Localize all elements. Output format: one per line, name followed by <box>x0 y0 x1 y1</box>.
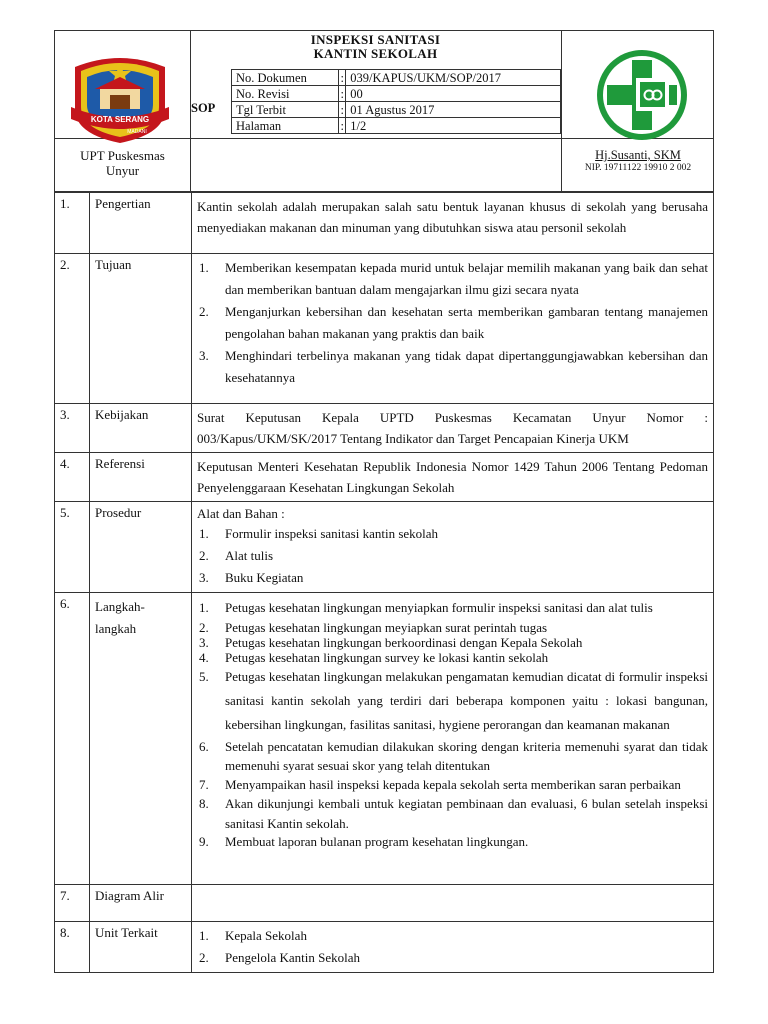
section-text: Keputusan Menteri Kesehatan Republik Indonesia Nomor 1429 Tahun 2006 Tentang Pedoman Penyelenggaraan Kesehatan Lingkungan Sekolah <box>192 453 714 502</box>
section-label: Prosedur <box>90 502 192 593</box>
list-item: 3. Buku Kegiatan <box>199 570 304 585</box>
meta-colon: : <box>340 70 345 85</box>
logo-text: KOTA SERANG <box>90 115 150 124</box>
list-item: 6. Setelah pencatatan kemudian dilakukan skoring dengan kriteria memenuhi syarat dan tidak memenuhi syarat sesuai skor yang telah ditentukan <box>199 739 708 773</box>
section-text <box>192 885 714 922</box>
list-item: 2. Petugas kesehatan lingkungan meyiapkan surat perintah tugas <box>199 620 548 635</box>
section-label: Tujuan <box>90 254 192 404</box>
section-intro: Alat dan Bahan : <box>197 506 285 521</box>
signature-block <box>568 148 708 173</box>
list-item: 5. Petugas kesehatan lingkungan melakukan pengamatan kemudian dicatat di formulir inspeksi sanitasi kantin sekolah yang terdiri dari beberapa komponen yaitu : lokasi bangunan, kebersihan lingkungan, fasilitas sanitasi, hygiene perorangan dan keamanan makanan <box>199 669 708 732</box>
list-item: 1. Petugas kesehatan lingkungan menyiapkan formulir inspeksi sanitasi dan alat tulis <box>199 600 653 615</box>
list-item: 2. Alat tulis <box>199 548 274 563</box>
meta-label: Tgl Terbit <box>232 102 339 118</box>
meta-colon: : <box>340 102 345 117</box>
section-text: Kantin sekolah adalah merupakan salah satu bentuk layanan khusus di sekolah yang berusaha menyediakan makanan dan minuman yang dibutuhkan siswa atau personil sekolah <box>192 193 714 254</box>
signer-nip: NIP. 19711122 19910 2 002 <box>584 163 692 173</box>
meta-label: Halaman <box>232 118 339 134</box>
section-text: Surat Keputusan Kepala UPTD Puskesmas Kecamatan Unyur Nomor : 003/Kapus/UKM/SK/2017 Tentang Indikator dan Target Pencapaian Kinerja UKM <box>192 404 714 453</box>
meta-label: No. Revisi <box>232 86 339 102</box>
section-label-line2: langkah <box>95 621 137 636</box>
meta-value: 01 Agustus 2017 <box>346 102 561 118</box>
section-row-kebijakan <box>55 404 714 453</box>
section-row-langkah <box>55 593 714 885</box>
section-label: Kebijakan <box>90 404 192 453</box>
unit-name-line1: UPT Puskesmas <box>80 148 165 163</box>
logo-subtext: MADANI <box>127 129 147 135</box>
list-item: 4. Petugas kesehatan lingkungan survey ke lokasi kantin sekolah <box>199 650 549 665</box>
section-label: Pengertian <box>90 193 192 254</box>
document-subtitle: KANTIN SEKOLAH <box>313 46 438 61</box>
document-title: INSPEKSI SANITASI <box>310 32 441 47</box>
section-label: Diagram Alir <box>90 885 192 922</box>
section-number: 4. <box>55 453 90 502</box>
list-item: 1. Kepala Sekolah <box>199 928 307 943</box>
section-label: Unit Terkait <box>90 922 192 973</box>
meta-row <box>232 102 561 118</box>
section-number: 6. <box>55 593 90 885</box>
list-item: 3. Menghindari terbelinya makanan yang tidak dapat dipertanggungjawabkan kebersihan dan kesehatannya <box>199 348 708 385</box>
meta-colon: : <box>340 118 345 133</box>
list-item: 8. Akan dikunjungi kembali untuk kegiatan pembinaan dan evaluasi, 6 bulan setelah inspeksi sanitasi Kantin sekolah. <box>199 796 708 831</box>
unit-name-line2: Unyur <box>105 163 140 178</box>
list-item: 3. Petugas kesehatan lingkungan berkoordinasi dengan Kepala Sekolah <box>199 635 583 650</box>
section-number: 2. <box>55 254 90 404</box>
sop-label: SOP <box>191 101 216 115</box>
meta-colon: : <box>340 86 345 101</box>
section-number: 1. <box>55 193 90 254</box>
section-label <box>90 593 192 885</box>
unit-name <box>55 148 190 178</box>
sop-content-table <box>54 192 714 973</box>
meta-row <box>232 70 561 86</box>
meta-row <box>232 118 561 134</box>
section-number: 8. <box>55 922 90 973</box>
section-list <box>192 593 714 885</box>
list-item: 2. Pengelola Kantin Sekolah <box>199 950 361 965</box>
kota-serang-logo <box>65 49 175 144</box>
section-row-pengertian <box>55 193 714 254</box>
signer-name: Hj.Susanti, SKM <box>595 148 681 162</box>
section-row-tujuan <box>55 254 714 404</box>
meta-value: 039/KAPUS/UKM/SOP/2017 <box>346 70 561 86</box>
section-row-unit-terkait <box>55 922 714 973</box>
section-row-prosedur <box>55 502 714 593</box>
meta-label: No. Dokumen <box>232 70 339 86</box>
sop-document <box>54 30 714 973</box>
section-list <box>192 254 714 404</box>
section-row-diagram-alir <box>55 885 714 922</box>
puskesmas-logo <box>595 48 689 142</box>
section-list <box>192 502 714 593</box>
sop-header <box>54 30 714 192</box>
section-label-line1: Langkah- <box>95 599 145 614</box>
section-number: 5. <box>55 502 90 593</box>
section-label: Referensi <box>90 453 192 502</box>
meta-value: 1/2 <box>346 118 561 134</box>
list-item: 7. Menyampaikan hasil inspeksi kepada kepala sekolah serta memberikan saran perbaikan <box>199 777 681 792</box>
list-item: 1. Formulir inspeksi sanitasi kantin sekolah <box>199 526 439 541</box>
list-item: 9. Membuat laporan bulanan program kesehatan lingkungan. <box>199 834 529 849</box>
section-number: 7. <box>55 885 90 922</box>
section-number: 3. <box>55 404 90 453</box>
section-list <box>192 922 714 973</box>
list-item: 1. Memberikan kesempatan kepada murid untuk belajar memilih makanan yang baik dan sehat dan memberikan bantuan dalam mengajarkan ilmu gizi secara nyata <box>199 260 708 297</box>
section-row-referensi <box>55 453 714 502</box>
list-item: 2. Menganjurkan kebersihan dan kesehatan serta memberikan gambaran tentang manajemen pengolahan bahan makanan yang praktis dan baik <box>199 304 708 341</box>
document-meta-table <box>231 69 561 134</box>
meta-value: 00 <box>346 86 561 102</box>
meta-row <box>232 86 561 102</box>
